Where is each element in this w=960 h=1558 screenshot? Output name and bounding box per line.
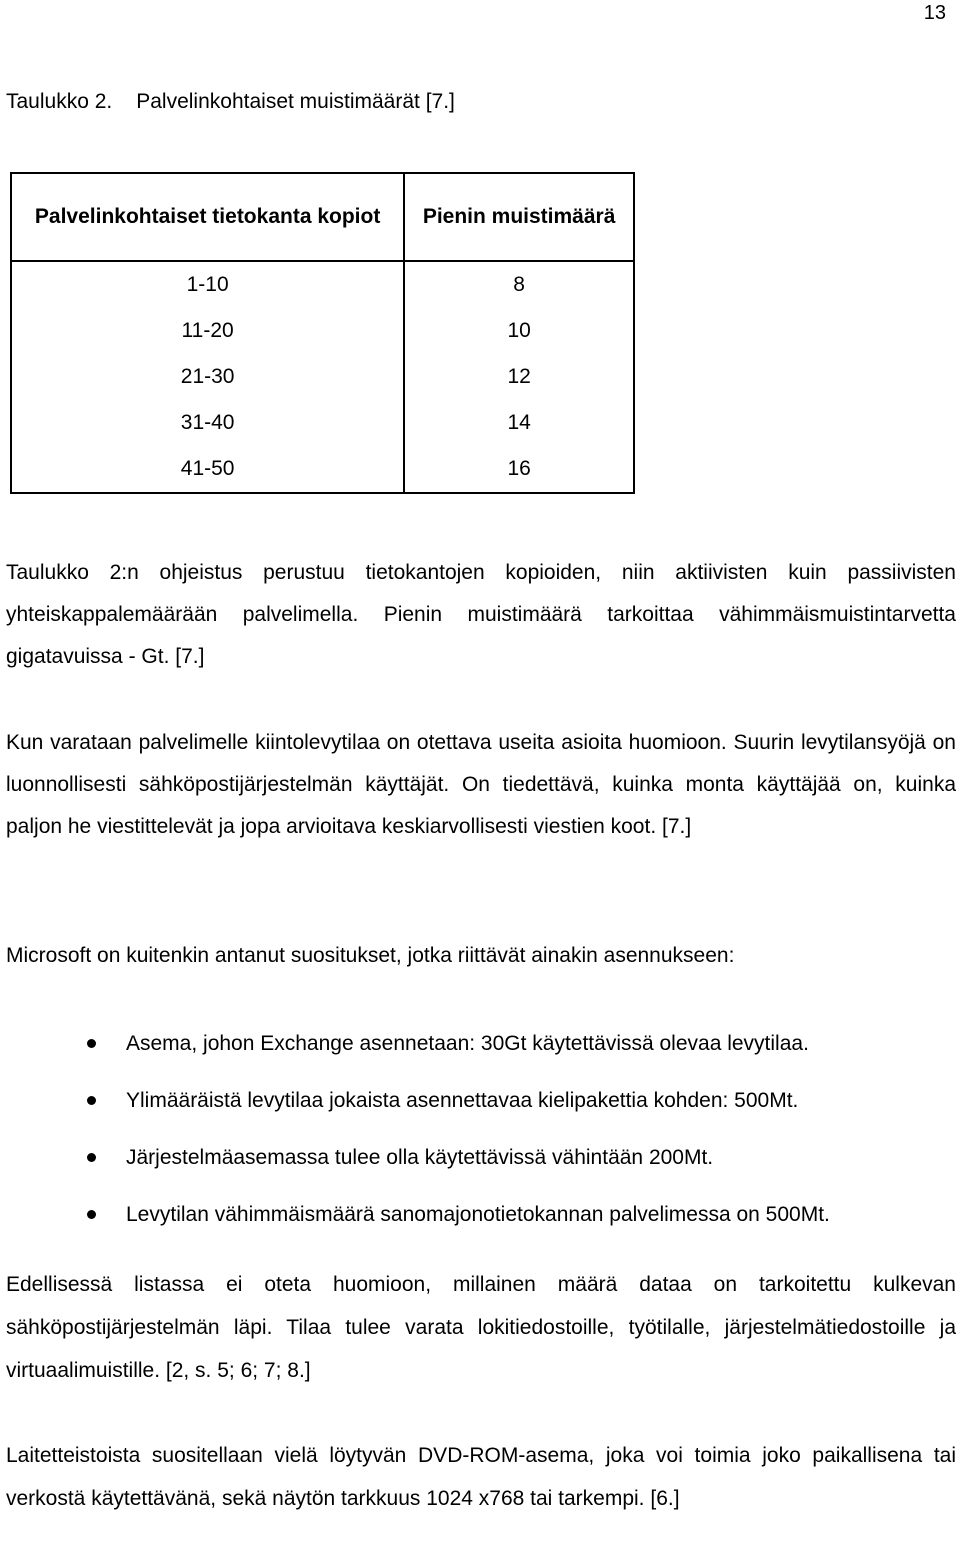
table-cell: 11-20 (11, 308, 404, 354)
table-row (11, 446, 634, 493)
table-cell: 16 (404, 446, 634, 493)
table-header-row (11, 173, 634, 261)
bullet-icon (87, 1210, 96, 1219)
memory-table (10, 172, 635, 494)
list-item-text: Järjestelmäasemassa tulee olla käytettävissä vähintään 200Mt. (126, 1146, 714, 1169)
list-item (0, 1134, 830, 1191)
column-header-minimum-memory: Pienin muistimäärä (404, 173, 634, 261)
column-header-database-copies: Palvelinkohtaiset tietokanta kopiot (11, 173, 404, 261)
table-caption (6, 90, 455, 114)
paragraph-data-flow: Edellisessä listassa ei oteta huomioon, millainen määrä dataa on tarkoitettu kulkevan sähköpostijärjestelmän läpi. Tilaa tulee varata lokitiedostoille, työtilalle, järjestelmätiedostoille ja virtuaalimuistille. [2, s. 5; 6; 7; 8.] (6, 1273, 956, 1382)
table-caption-label: Taulukko 2. (6, 90, 113, 113)
paragraph-hardware: Laitetteistoista suositellaan vielä löytyvän DVD-ROM-asema, joka voi toimia joko paikallisena tai verkostä käytettävänä, sekä näytön tarkkuus 1024 x768 tai tarkempi. [6.] (6, 1444, 956, 1510)
bullet-icon (87, 1039, 96, 1048)
table-cell: 21-30 (11, 354, 404, 400)
table-row (11, 308, 634, 354)
table-cell: 14 (404, 400, 634, 446)
table-cell: 12 (404, 354, 634, 400)
table-cell: 8 (404, 261, 634, 308)
requirements-list (0, 1020, 830, 1248)
table-row (11, 261, 634, 308)
table-cell: 10 (404, 308, 634, 354)
paragraph-table-explanation: Taulukko 2:n ohjeistus perustuu tietokantojen kopioiden, niin aktiivisten kuin passiivisten yhteiskappalemäärään palvelimella. Pienin muistimäärä tarkoittaa vähimmäismuistintarvetta gigatavuissa - Gt. [7.] (6, 561, 956, 668)
list-item (0, 1191, 830, 1248)
list-item-text: Levytilan vähimmäismäärä sanomajonotietokannan palvelimessa on 500Mt. (126, 1203, 830, 1226)
table-cell: 31-40 (11, 400, 404, 446)
list-item-text: Asema, johon Exchange asennetaan: 30Gt käytettävissä olevaa levytilaa. (126, 1032, 809, 1055)
page-number: 13 (923, 2, 946, 24)
list-item (0, 1077, 830, 1134)
list-item-text: Ylimääräistä levytilaa jokaista asennettavaa kielipakettia kohden: 500Mt. (126, 1089, 799, 1112)
list-item (0, 1020, 830, 1077)
bullet-icon (87, 1096, 96, 1105)
paragraph-recommendations-intro: Microsoft on kuitenkin antanut suositukset, jotka riittävät ainakin asennukseen: (6, 944, 735, 967)
bullet-icon (87, 1153, 96, 1162)
table-cell: 1-10 (11, 261, 404, 308)
table-row (11, 400, 634, 446)
table-caption-text: Palvelinkohtaiset muistimäärät [7.] (136, 90, 455, 113)
paragraph-disk-space: Kun varataan palvelimelle kiintolevytilaa on otettava useita asioita huomioon. Suurin levytilansyöjä on luonnollisesti sähköpostijärjestelmän käyttäjät. On tiedettävä, kuinka monta käyttäjää on, kuinka paljon he viestittelevät ja jopa arvioitava keskiarvollisesti viestien koot. [7.] (6, 731, 956, 838)
table-cell: 41-50 (11, 446, 404, 493)
table-row (11, 354, 634, 400)
